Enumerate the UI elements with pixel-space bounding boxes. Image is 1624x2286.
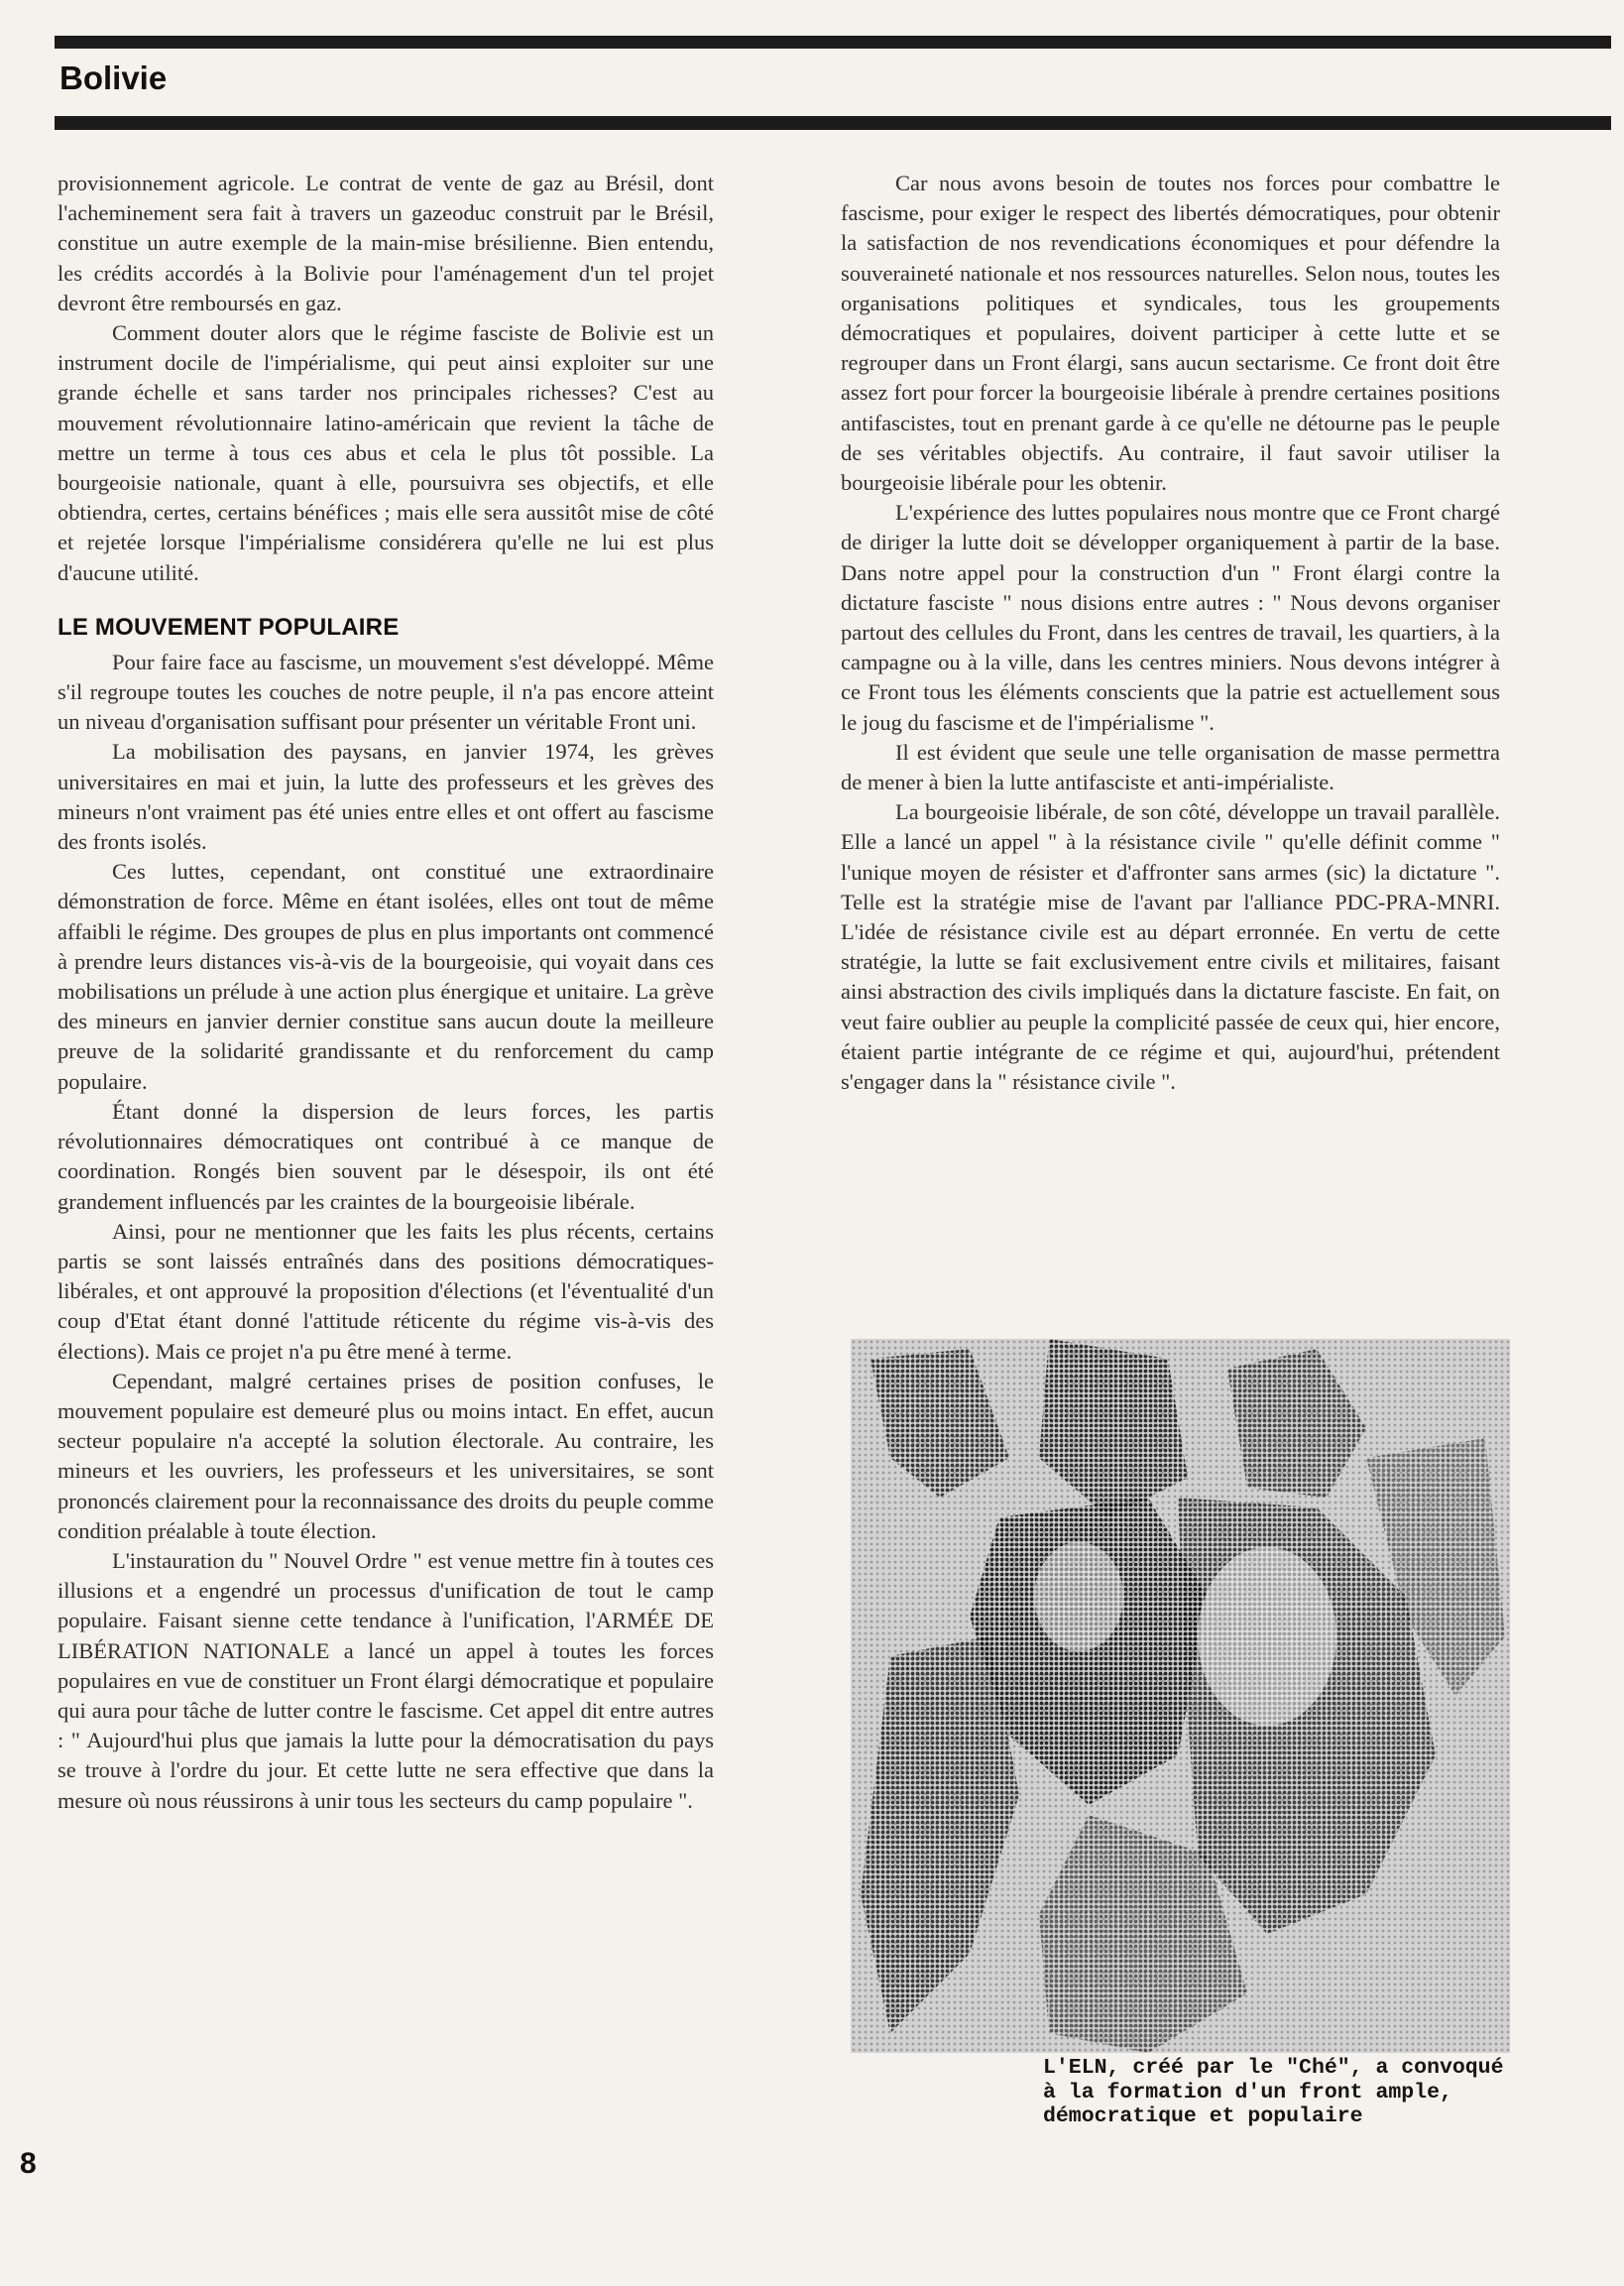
page-number: 8 (20, 2147, 37, 2180)
right-column (841, 169, 1500, 1097)
paragraph: La bourgeoisie libérale, de son côté, développe un travail parallèle. Elle a lancé un appel " à la résistance civile " qu'elle définit comme " l'unique moyen de résister et d'affronter sans armes (sic) la dictature ". Telle est la stratégie mise de l'avant par l'alliance PDC-PRA-MNRI. L'idée de résistance civile est au départ erronnée. En vertu de cette stratégie, la lutte se fait exclusivement entre civils et militaires, faisant ainsi abstraction des civils impliqués dans la dictature fasciste. En fait, on veut faire oublier au peuple la complicité passée de ceux qui, hier encore, étaient partie intégrante de ce régime et qui, aujourd'hui, prétendent s'engager dans la " résistance civile ". (841, 799, 1500, 1095)
photo-caption: L'ELN, créé par le "Ché", a convoqué à la formation d'un front ample, démocratique et populaire (1043, 2056, 1504, 2128)
paragraph: L'expérience des luttes populaires nous montre que ce Front chargé de diriger la lutte doit se développer organiquement à partir de la base. Dans notre appel pour la construction d'un " Front élargi contre la dictature fasciste " nous disions entre autres : " Nous devons organiser partout des cellules du Front, dans les centres de travail, les quartiers, à la campagne ou à la ville, dans les centres miniers. Nous devons intégrer à ce Front tous les éléments conscients que la patrie est actuellement sous le joug du fascisme et de l'impérialisme ". (841, 500, 1500, 735)
paragraph: Il est évident que seule une telle organisation de masse permettra de mener à bien la lutte antifasciste et anti-impérialiste. (841, 739, 1500, 795)
header-bottom-rule (55, 116, 1611, 130)
subheading: LE MOUVEMENT POPULAIRE (58, 613, 400, 641)
paragraph: Pour faire face au fascisme, un mouvement s'est développé. Même s'il regroupe toutes les couches de notre peuple, il n'a pas encore atteint un niveau d'organisation suffisant pour présenter un véritable Front uni. (58, 649, 714, 735)
paragraph: Ainsi, pour ne mentionner que les faits les plus récents, certains partis se sont laissés entraînés dans des positions démocratiques-libérales, et ont approuvé la proposition d'élections (et l'éventualité d'un coup d'Etat étant donné l'attitude réticente du régime vis-à-vis des élections). Mais ce projet n'a pu être mené à terme. (58, 1218, 714, 1364)
eln-photo (851, 1339, 1510, 2053)
paragraph: Cependant, malgré certaines prises de position confuses, le mouvement populaire est demeuré plus ou moins intact. En effet, aucun secteur populaire n'a accepté la solution électorale. Au contraire, les mineurs et les ouvriers, les professeurs et les universitaires, se sont prononcés clairement pour la reconnaissance des droits du peuple comme condition préalable à toute élection. (58, 1368, 714, 1543)
section-title: Bolivie (59, 60, 168, 96)
paragraph: La mobilisation des paysans, en janvier 1974, les grèves universitaires en mai et juin, la lutte des professeurs et les grèves des mineurs n'ont vraiment pas été unies entre elles et ont offert au fascisme des fronts isolés. (58, 739, 714, 855)
paragraph: Étant donné la dispersion de leurs forces, les partis révolutionnaires démocratiques ont contribué à ce manque de coordination. Rongés bien souvent par le désespoir, ils ont été grandement influencés par les craintes de la bourgeoisie libérale. (58, 1098, 714, 1214)
halftone-photo-image (851, 1339, 1510, 2053)
paragraph: Ces luttes, cependant, ont constitué une extraordinaire démonstration de force. Même en étant isolées, elles ont tout de même affaibli le régime. Des groupes de plus en plus importants ont commencé à prendre leurs distances vis-à-vis de la bourgeoisie, qui voyait dans ces mobilisations un prélude à une action plus énergique et unitaire. La grève des mineurs en janvier dernier constitue sans aucun doute la meilleure preuve de la solidarité grandissante et du renforcement du camp populaire. (58, 859, 714, 1094)
paragraph: provisionnement agricole. Le contrat de vente de gaz au Brésil, dont l'acheminement sera fait à travers un gazeoduc construit par le Brésil, constitue un autre exemple de la main-mise brésilienne. Bien entendu, les crédits accordés à la Bolivie pour l'aménagement d'un tel projet devront être remboursés en gaz. (58, 171, 714, 315)
paragraph: L'instauration du " Nouvel Ordre " est venue mettre fin à toutes ces illusions et a engendré un processus d'unification de tout le camp populaire. Faisant sienne cette tendance à l'unification, l'ARMÉE DE LIBÉRATION NATIONALE a lancé un appel à toutes les forces populaires en vue de constituer un Front élargi démocratique et populaire qui aura pour tâche de lutter contre le fascisme. Cet appel dit entre autres : " Aujourd'hui plus que jamais la lutte pour la démocratisation du pays se trouve à l'ordre du jour. Et cette lutte ne sera effective que dans la mesure où nous réussirons à unir tous les secteurs du camp populaire ". (58, 1547, 714, 1813)
paragraph: Car nous avons besoin de toutes nos forces pour combattre le fascisme, pour exiger le respect des libertés démocratiques, pour obtenir la satisfaction de nos revendications économiques et pour défendre la souveraineté nationale et nos ressources naturelles. Selon nous, toutes les organisations politiques et syndicales, tous les groupements démocratiques et populaires, doivent participer à cette lutte et se regrouper dans un Front élargi, sans aucun sectarisme. Ce front doit être assez fort pour forcer la bourgeoisie libérale à prendre certaines positions antifascistes, tout en prenant garde à ce qu'elle ne détourne pas le peuple de ses véritables objectifs. Au contraire, il faut savoir utiliser la bourgeoisie libérale pour les obtenir. (841, 171, 1500, 496)
header-top-rule (55, 36, 1611, 49)
paragraph: Comment douter alors que le régime fasciste de Bolivie est un instrument docile de l'impérialisme, qui peut ainsi exploiter sur une grande échelle et sans tarder nos principales richesses? C'est au mouvement révolutionnaire latino-américain que revient la tâche de mettre un terme à tous ces abus et cela le plus tôt possible. La bourgeoisie nationale, quant à elle, poursuivra ses objectifs, et elle obtiendra, certes, certains bénéfices ; mais elle sera aussitôt mise de côté et rejetée lorsque l'impérialisme considérera qu'elle ne lui est plus d'aucune utilité. (58, 320, 714, 585)
left-column (58, 169, 714, 1816)
